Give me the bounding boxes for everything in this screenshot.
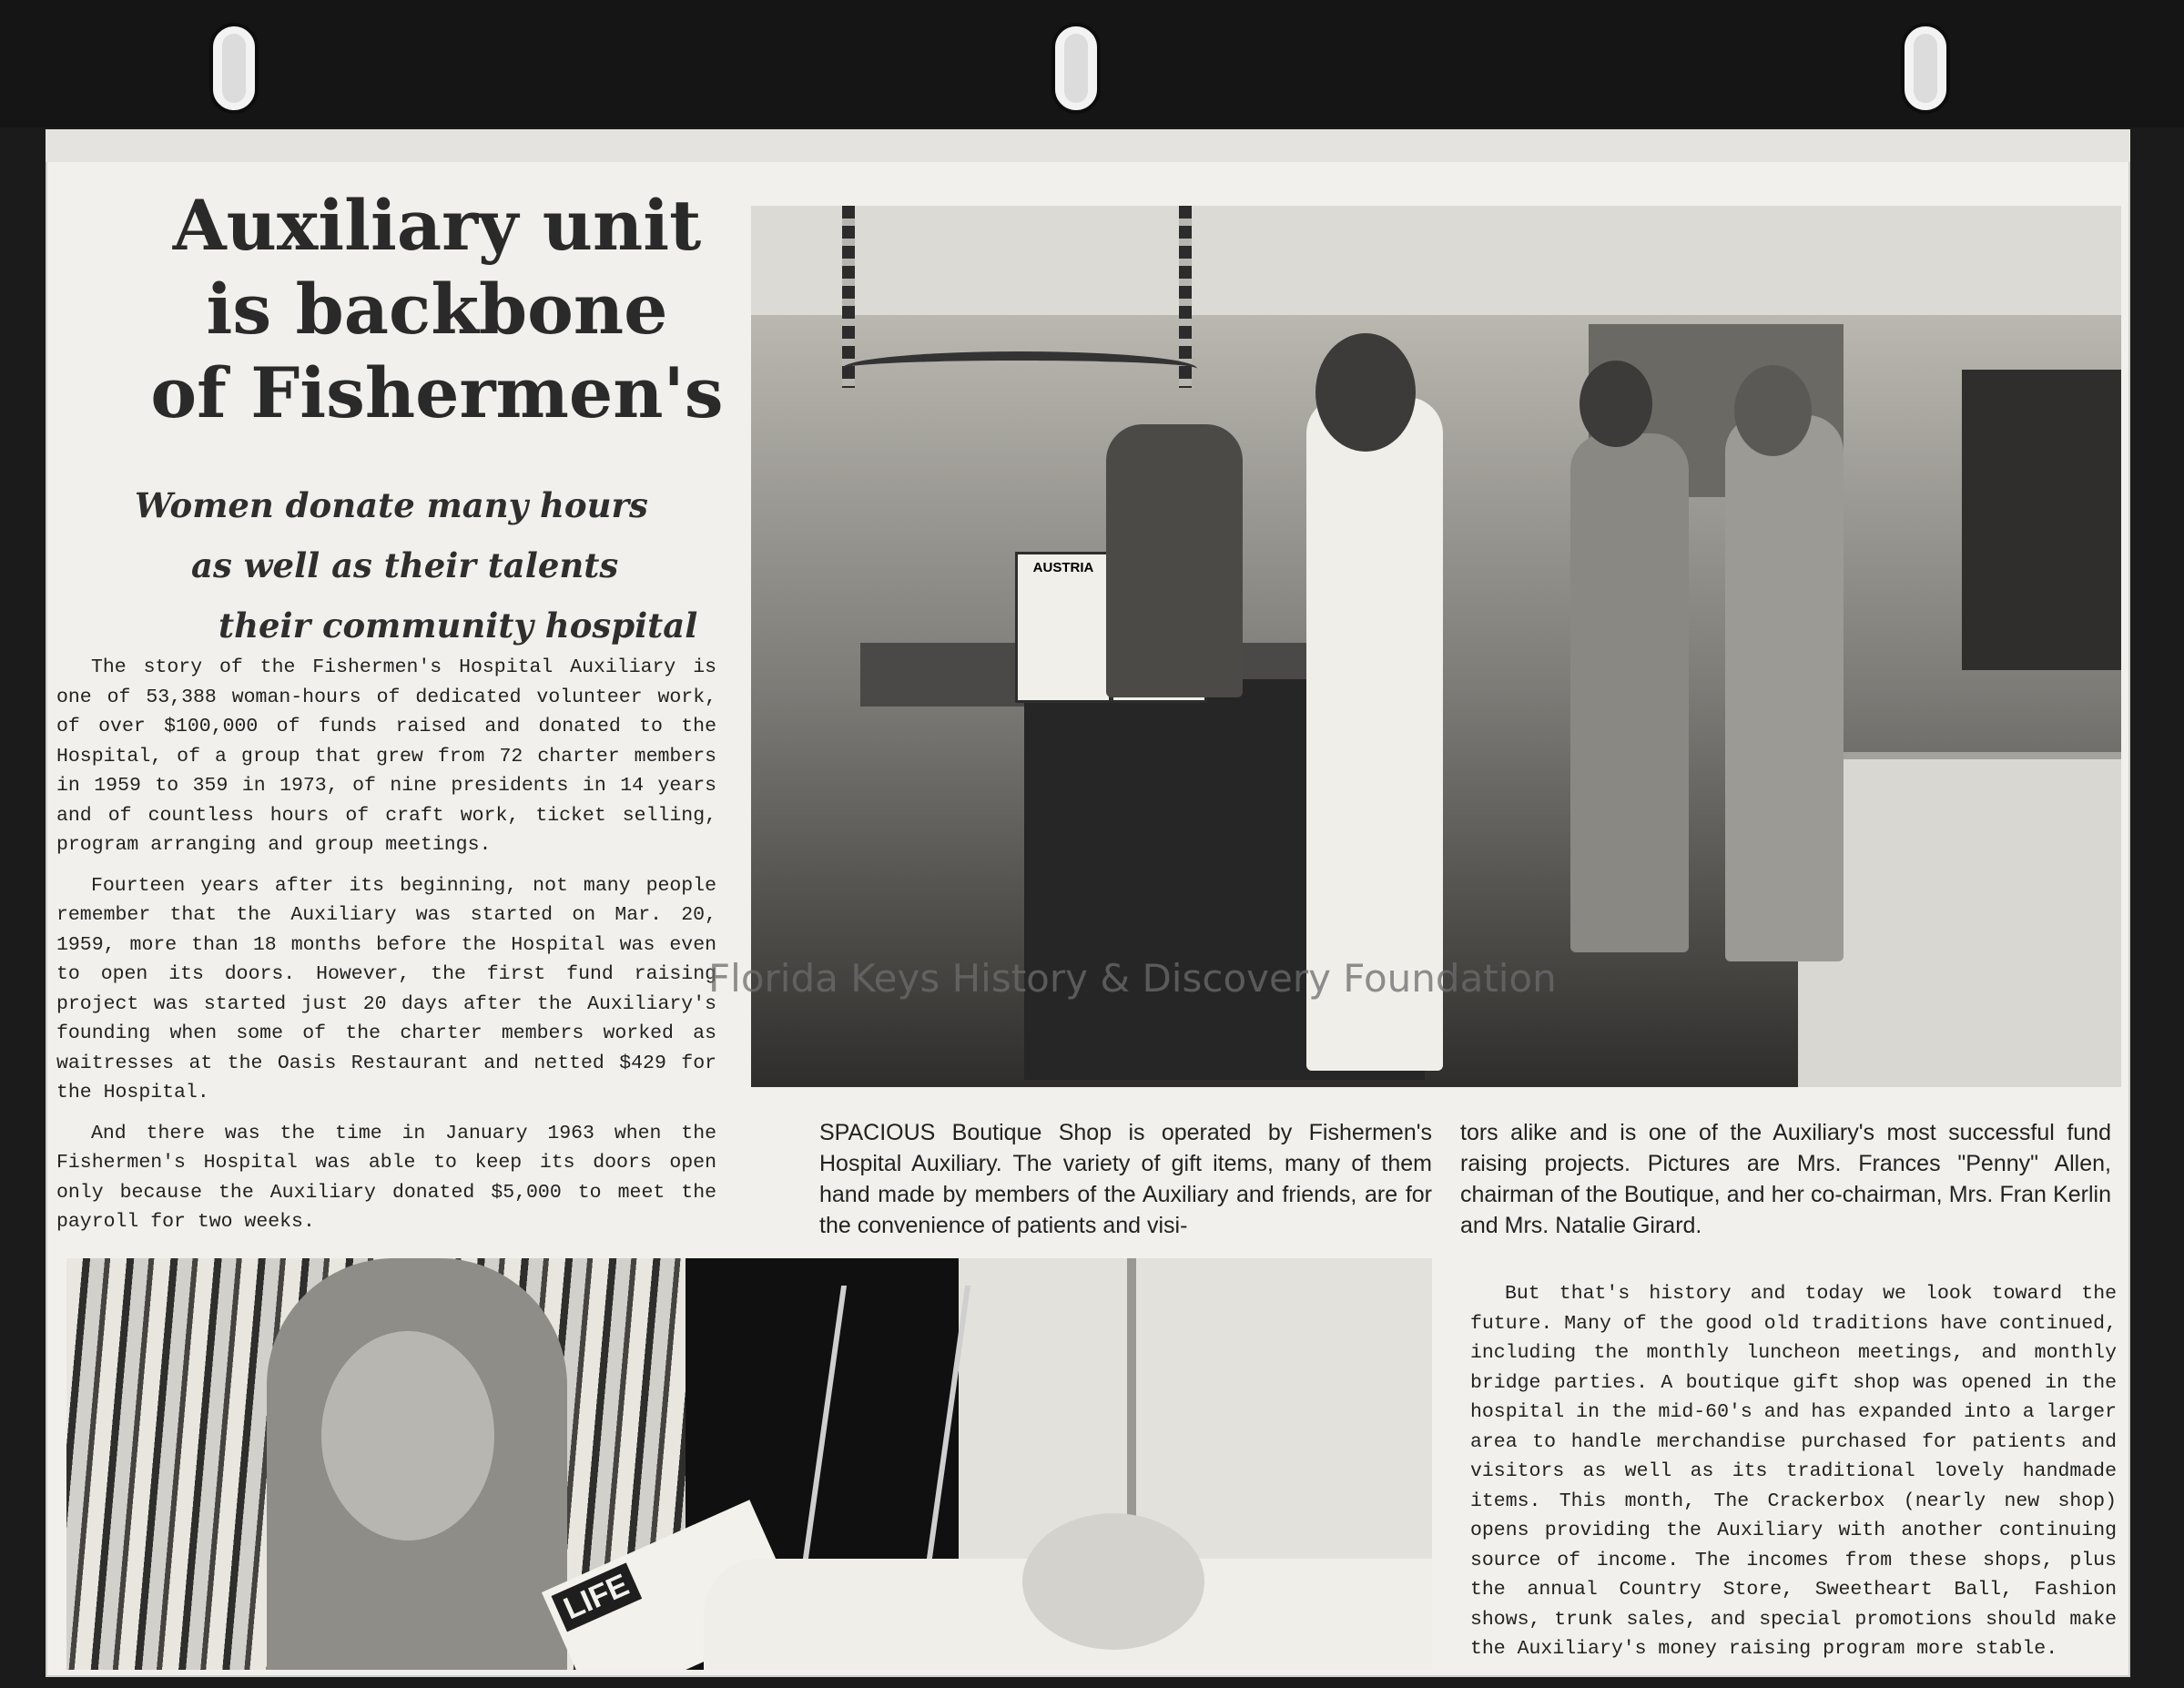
body-paragraph: And there was the time in January 1963 when the Fishermen's Hospital was able to keep its doors open only because the Auxiliary donated $5,000 to meet the payroll for two weeks. bbox=[56, 1122, 716, 1233]
binder-hole bbox=[1051, 23, 1101, 114]
woman-holding-panda bbox=[1725, 415, 1844, 961]
dark-window bbox=[1962, 370, 2121, 670]
magazine-logo: LIFE bbox=[551, 1563, 641, 1632]
subheadline bbox=[82, 475, 792, 656]
person-head bbox=[1580, 361, 1652, 447]
watermark: Florida Keys History & Discovery Foundation bbox=[708, 956, 1557, 1001]
body-paragraph: Fourteen years after its beginning, not many people remember that the Auxiliary was started on Mar. 20, 1959, more than 18 months before the Hospital was even to open its doors. However, the first fund raising project was started just 20 days after the Auxiliary's founding when some of the charter members worked as waitresses at the Oasis Restaurant and netted $429 for the Hospital. bbox=[56, 874, 716, 1103]
person-head bbox=[1315, 333, 1416, 452]
headline-line: Auxiliary unit bbox=[172, 185, 702, 266]
drawer-cabinets bbox=[1798, 752, 2121, 1087]
woman-shopper bbox=[1570, 433, 1689, 952]
article-body bbox=[56, 653, 716, 1248]
hospital-room-photo bbox=[66, 1258, 1432, 1670]
newspaper-clipping bbox=[46, 129, 2130, 1677]
hanging-chain bbox=[1179, 206, 1192, 388]
subhead-line: their community hospital bbox=[218, 605, 698, 646]
subhead-line: as well as their talents bbox=[191, 545, 619, 585]
volunteer-face bbox=[321, 1331, 494, 1541]
paper-top-strip bbox=[46, 129, 2130, 162]
photo-caption-col2: tors alike and is one of the Auxiliary's most successful fund raising projects. Pictures are Mrs. Frances "Penny" Allen, chairman of the Boutique, and her co-chairman, Mrs. Fran Kerlin and Mrs. Natalie Girard. bbox=[1460, 1120, 2111, 1238]
headline-line: is backbone bbox=[206, 269, 668, 350]
iv-pole bbox=[1127, 1258, 1136, 1531]
subhead-line: Women donate many hours bbox=[135, 485, 648, 525]
body-paragraph: The story of the Fishermen's Hospital Auxiliary is one of 53,388 woman-hours of dedicated volunteer work, of over $100,000 of funds raised and donated to the Hospital, of a group that grew from 72 charter members in 1959 to 359 in 1973, of nine presidents in 14 years and of countless hours of craft work, ticket selling, program arranging and group meetings. bbox=[56, 656, 716, 856]
headline bbox=[91, 184, 783, 435]
person-head bbox=[1734, 365, 1812, 456]
photo-ceiling bbox=[751, 206, 2121, 315]
hanging-chain bbox=[842, 206, 855, 388]
headline-line: of Fishermen's bbox=[150, 352, 724, 433]
woman-behind-counter bbox=[1106, 424, 1243, 697]
patient-head bbox=[1022, 1513, 1204, 1650]
display-card-label: AUSTRIA bbox=[1032, 560, 1094, 575]
binder-hole bbox=[209, 23, 259, 114]
boutique-photo bbox=[751, 206, 2121, 1087]
binder-hole bbox=[1901, 23, 1950, 114]
jewelry-display-card bbox=[1015, 552, 1112, 703]
photo-caption-col1: SPACIOUS Boutique Shop is operated by Fishermen's Hospital Auxiliary. The variety of gift items, many of them hand made by members of the Auxiliary and friends, are for the convenience of patients and visi- bbox=[819, 1120, 1432, 1238]
article-continuation: But that's history and today we look toward the future. Many of the good old traditions have continued, including the monthly luncheon meetings, and monthly bridge parties. A boutique gift shop was opened in the hospital in the mid-60's and has expanded into a larger area to handle merchandise purchased for patients and visitors as well as its traditional lovely handmade items. This month, The Crackerbox (nearly new shop) opens providing the Auxiliary with another continuing source of income. The incomes from these shops, plus the annual Country Store, Sweetheart Ball, Fashion shows, trunk sales, and special promotions should make the Auxiliary's money raising program more stable. bbox=[1470, 1283, 2117, 1660]
clothes-rack bbox=[842, 351, 1197, 386]
